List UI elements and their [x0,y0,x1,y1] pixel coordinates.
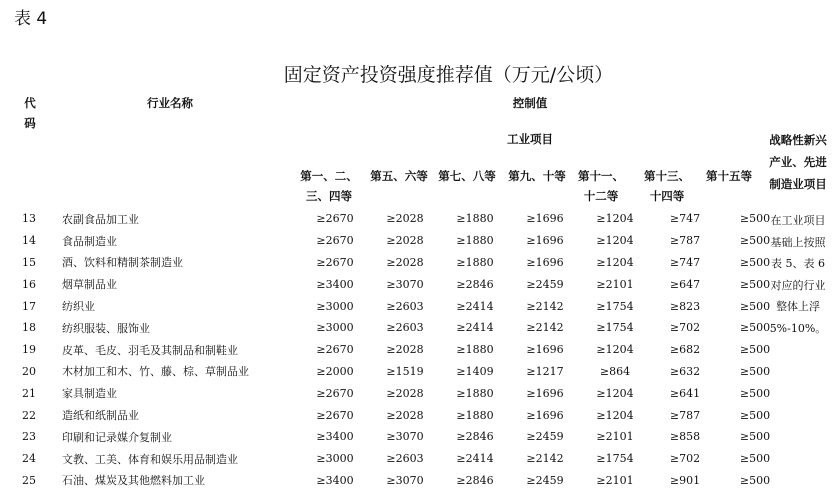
value-cell: ≥641 [669,386,701,400]
value-cell: ≥2670 [316,408,354,422]
column-header-6: 第十三、十四等 [644,169,690,203]
value-cell: ≥1204 [596,386,634,400]
value-cell: ≥1204 [596,212,634,226]
value-cell: ≥3000 [316,299,354,313]
value-cell: ≥2101 [596,473,634,487]
table-row [14,361,790,383]
strategic-note: 在工业项目基础上按照表 5、表 6 对应的行业整体上浮 5%-10%。 [769,214,827,335]
industry-name: 纺织业 [62,300,95,314]
value-cell: ≥1754 [596,299,634,313]
value-cell: ≥1409 [456,364,494,378]
industry-code: 20 [22,364,36,378]
industry-code: 14 [22,234,36,248]
value-cell: ≥3400 [316,430,354,444]
value-cell: ≥1880 [456,343,494,357]
value-cell: ≥500 [739,408,771,422]
value-cell: ≥2846 [456,430,494,444]
value-cell: ≥747 [669,255,701,269]
column-header-1: 第一、二、三、四等 [300,169,358,203]
value-cell: ≥901 [669,473,701,487]
industry-code: 16 [22,277,36,291]
data-table [14,208,790,491]
value-cell: ≥823 [669,299,701,313]
industry-code: 22 [22,408,36,422]
value-cell: ≥2414 [456,321,494,335]
value-cell: ≥2414 [456,299,494,313]
industry-code: 13 [22,212,36,226]
industry-name: 食品制造业 [62,234,117,248]
value-cell: ≥1519 [386,364,424,378]
industry-code: 15 [22,255,36,269]
value-cell: ≥2670 [316,234,354,248]
value-cell: ≥1217 [526,364,564,378]
value-cell: ≥2603 [386,321,424,335]
industry-name: 印刷和记录媒介复制业 [62,430,172,444]
value-cell: ≥1204 [596,408,634,422]
value-cell: ≥1204 [596,234,634,248]
table-row [14,448,790,470]
value-cell: ≥702 [669,321,701,335]
column-header-5: 第十一、十二等 [578,169,624,203]
industry-code: 17 [22,299,36,313]
header-industry-name: 行业名称 [147,96,193,110]
value-cell: ≥1696 [526,212,564,226]
value-cell: ≥500 [739,364,771,378]
column-header-2: 第五、六等 [370,169,428,183]
value-cell: ≥1880 [456,212,494,226]
value-cell: ≥500 [739,343,771,357]
industry-name: 农副食品加工业 [62,212,139,226]
value-cell: ≥1204 [596,343,634,357]
value-cell: ≥2414 [456,452,494,466]
table-title: 固定资产投资强度推荐值（万元/公顷） [283,64,614,86]
value-cell: ≥864 [599,364,631,378]
value-cell: ≥2101 [596,430,634,444]
header-industrial-projects: 工业项目 [507,132,553,146]
industry-name: 酒、饮料和精制茶制造业 [62,256,183,270]
header-control-value: 控制值 [512,96,548,110]
value-cell: ≥500 [739,299,771,313]
value-cell: ≥3400 [316,277,354,291]
value-cell: ≥1696 [526,386,564,400]
industry-name: 家具制造业 [62,387,117,401]
value-cell: ≥682 [669,343,701,357]
value-cell: ≥500 [739,321,771,335]
table-row [14,295,790,317]
value-cell: ≥2142 [526,452,564,466]
industry-code: 24 [22,452,36,466]
value-cell: ≥500 [739,255,771,269]
value-cell: ≥2459 [526,473,564,487]
industry-name: 木材加工和木、竹、藤、棕、草制品业 [62,365,249,379]
value-cell: ≥2846 [456,473,494,487]
table-row [14,339,790,361]
column-header-3: 第七、八等 [438,169,496,183]
industry-name: 烟草制品业 [62,278,117,292]
value-cell: ≥3070 [386,277,424,291]
value-cell: ≥1696 [526,408,564,422]
value-cell: ≥500 [739,277,771,291]
header-strategic-industries: 战略性新兴产业、先进制造业项目 [769,133,827,191]
industry-name: 石油、煤炭及其他燃料加工业 [62,474,205,488]
table-label: 表 4 [14,9,48,29]
value-cell: ≥2670 [316,343,354,357]
header-code: 代 码 [24,96,36,130]
value-cell: ≥647 [669,277,701,291]
table-row [14,317,790,339]
value-cell: ≥500 [739,386,771,400]
value-cell: ≥3070 [386,473,424,487]
value-cell: ≥2028 [386,212,424,226]
industry-code: 19 [22,343,36,357]
industry-code: 25 [22,473,36,487]
value-cell: ≥2028 [386,343,424,357]
value-cell: ≥500 [739,452,771,466]
value-cell: ≥1696 [526,343,564,357]
industry-name: 皮革、毛皮、羽毛及其制品和制鞋业 [62,343,238,357]
value-cell: ≥2028 [386,234,424,248]
value-cell: ≥1204 [596,255,634,269]
value-cell: ≥702 [669,452,701,466]
value-cell: ≥1754 [596,452,634,466]
table-row [14,208,790,230]
value-cell: ≥3000 [316,321,354,335]
value-cell: ≥1880 [456,255,494,269]
value-cell: ≥1880 [456,408,494,422]
value-cell: ≥2670 [316,212,354,226]
value-cell: ≥3000 [316,452,354,466]
value-cell: ≥2603 [386,452,424,466]
table-row [14,426,790,448]
value-cell: ≥2028 [386,386,424,400]
table-row [14,404,790,426]
value-cell: ≥2670 [316,386,354,400]
industry-name: 造纸和纸制品业 [62,409,139,423]
value-cell: ≥3070 [386,430,424,444]
table-row [14,230,790,252]
value-cell: ≥2670 [316,255,354,269]
column-header-4: 第九、十等 [508,169,566,183]
table-row [14,252,790,274]
value-cell: ≥2142 [526,299,564,313]
column-header-7: 第十五等 [706,169,752,183]
industry-name: 文教、工美、体育和娱乐用品制造业 [62,452,238,466]
value-cell: ≥2000 [316,364,354,378]
value-cell: ≥747 [669,212,701,226]
value-cell: ≥2846 [456,277,494,291]
value-cell: ≥787 [669,234,701,248]
value-cell: ≥2459 [526,430,564,444]
value-cell: ≥2603 [386,299,424,313]
value-cell: ≥2142 [526,321,564,335]
industry-name: 纺织服装、服饰业 [62,321,150,335]
value-cell: ≥858 [669,430,701,444]
value-cell: ≥500 [739,473,771,487]
value-cell: ≥3400 [316,473,354,487]
value-cell: ≥500 [739,234,771,248]
value-cell: ≥1696 [526,255,564,269]
industry-code: 23 [22,430,36,444]
value-cell: ≥1754 [596,321,634,335]
value-cell: ≥1880 [456,234,494,248]
industry-code: 21 [22,386,36,400]
value-cell: ≥500 [739,212,771,226]
value-cell: ≥2028 [386,408,424,422]
table-row [14,273,790,295]
value-cell: ≥1696 [526,234,564,248]
value-cell: ≥632 [669,364,701,378]
value-cell: ≥500 [739,430,771,444]
value-cell: ≥2101 [596,277,634,291]
table-row [14,470,790,492]
value-cell: ≥2028 [386,255,424,269]
industry-code: 18 [22,321,36,335]
value-cell: ≥787 [669,408,701,422]
table-row [14,382,790,404]
value-cell: ≥2459 [526,277,564,291]
value-cell: ≥1880 [456,386,494,400]
